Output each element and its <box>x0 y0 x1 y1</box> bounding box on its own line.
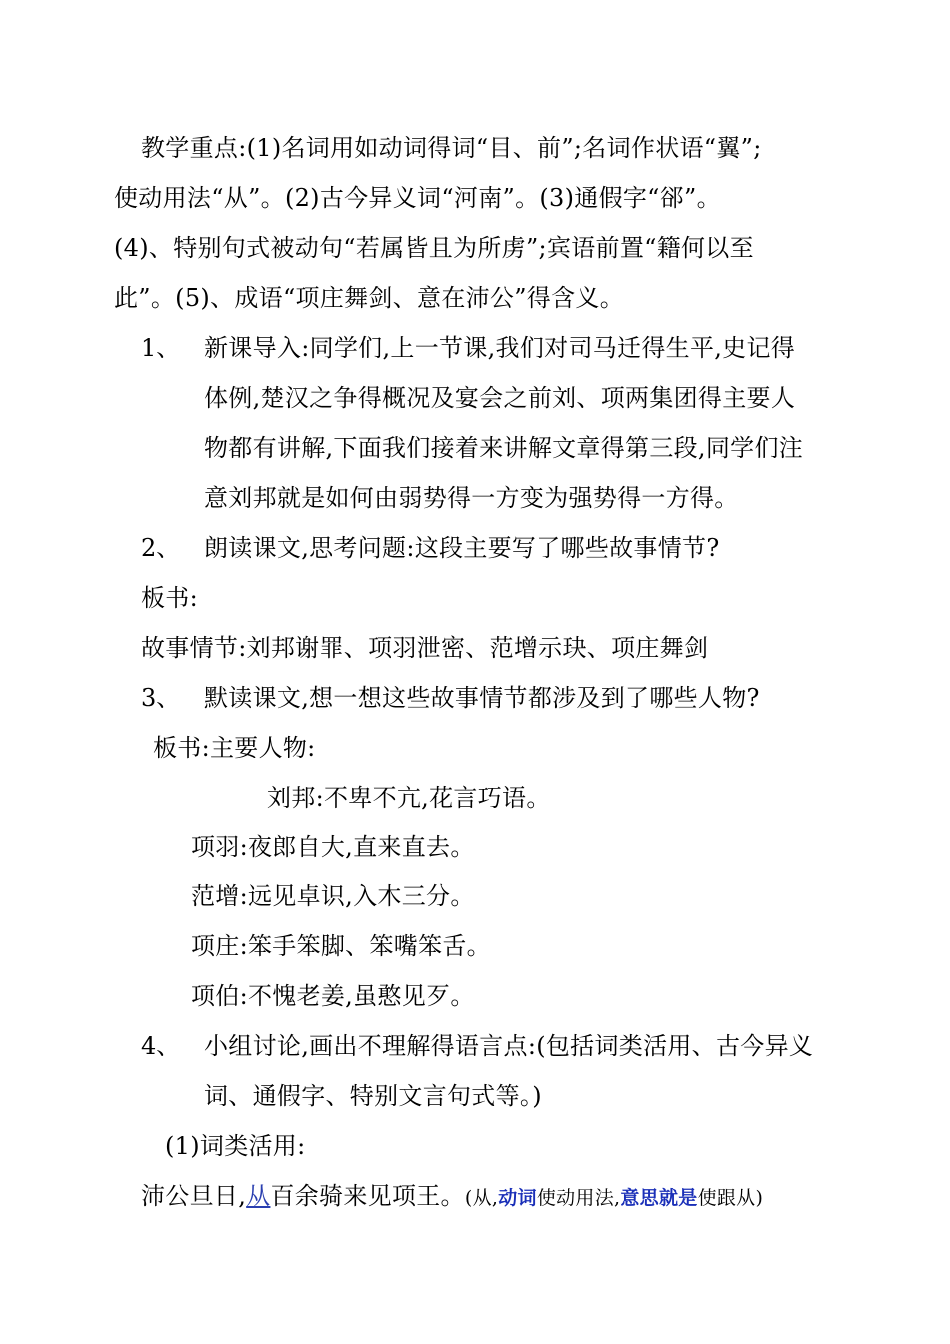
note-keyword-verb: 动词 <box>498 1187 537 1209</box>
step-number: 4、 <box>141 1032 181 1060</box>
character-line: 项庄:笨手笨脚、笨嘴笨舌。 <box>191 932 491 960</box>
wordclass-heading: (1)词类活用: <box>165 1132 306 1160</box>
focus-line-1: 教学重点:(1)名词用如动词得词“目、前”;名词作状语“翼”; <box>141 134 762 162</box>
character-line: 刘邦:不卑不亢,花言巧语。 <box>267 784 551 812</box>
step-line: 意刘邦就是如何由弱势得一方变为强势得一方得。 <box>204 484 739 512</box>
step-line: 朗读课文,思考问题:这段主要写了哪些故事情节? <box>204 534 720 562</box>
sentence-start: 沛公旦日, <box>141 1182 247 1210</box>
note-close: 使跟从) <box>697 1187 764 1209</box>
step-number: 1、 <box>141 334 181 362</box>
highlighted-word: 从 <box>246 1182 271 1210</box>
focus-line-4: 此”。(5)、成语“项庄舞剑、意在沛公”得含义。 <box>114 284 625 312</box>
character-line: 项伯:不愧老姜,虽憨见歹。 <box>191 982 475 1010</box>
step-line: 体例,楚汉之争得概况及宴会之前刘、项两集团得主要人 <box>204 384 796 412</box>
sentence-end: 百余骑来见项王。 <box>270 1182 465 1210</box>
step-line: 默读课文,想一想这些故事情节都涉及到了哪些人物? <box>204 684 760 712</box>
step-line: 词、通假字、特别文言句式等。) <box>204 1082 542 1110</box>
focus-line-2: 使动用法“从”。(2)古今异义词“河南”。(3)通假字“郤”。 <box>114 184 721 212</box>
character-line: 项羽:夜郎自大,直来直去。 <box>191 833 475 861</box>
example-sentence <box>141 1180 763 1214</box>
note-keyword-meaning: 意思就是 <box>620 1187 698 1209</box>
board-heading: 板书: <box>141 584 198 612</box>
focus-line-3: (4)、特别句式被动句“若属皆且为所虏”;宾语前置“籍何以至 <box>114 234 754 262</box>
note-mid: 使动用法, <box>536 1187 621 1209</box>
step-number: 3、 <box>141 684 181 712</box>
step-number: 2、 <box>141 534 181 562</box>
board-content: 故事情节:刘邦谢罪、项羽泄密、范增示玦、项庄舞剑 <box>141 634 709 662</box>
step-line: 新课导入:同学们,上一节课,我们对司马迁得生平,史记得 <box>204 334 796 362</box>
note-open: (从, <box>464 1187 499 1209</box>
annotation-note <box>465 1187 763 1209</box>
character-line: 范增:远见卓识,入木三分。 <box>191 882 475 910</box>
step-line: 小组讨论,画出不理解得语言点:(包括词类活用、古今异义 <box>204 1032 814 1060</box>
step-line: 物都有讲解,下面我们接着来讲解文章得第三段,同学们注 <box>204 434 804 462</box>
board-heading: 板书:主要人物: <box>153 734 316 762</box>
